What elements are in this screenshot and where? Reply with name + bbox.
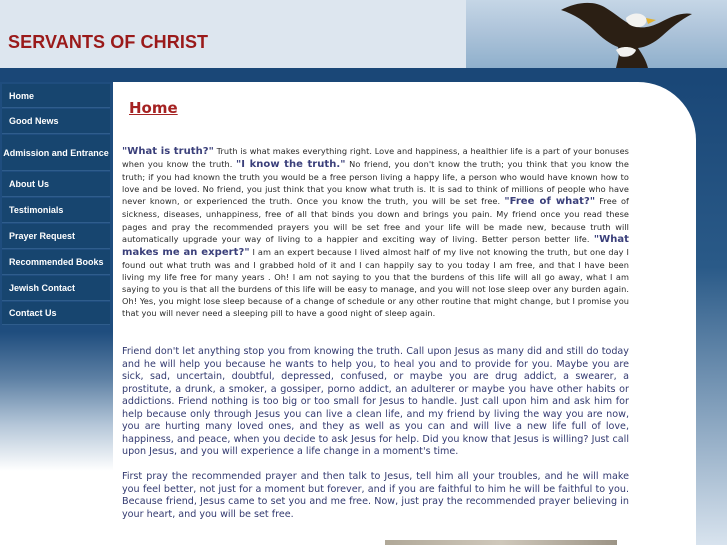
intro-paragraph — [122, 145, 629, 319]
site-title: SERVANTS OF CHRIST — [8, 32, 209, 52]
nav-item-recommended-books[interactable] — [2, 250, 110, 275]
nav-item-about-us[interactable] — [2, 172, 110, 197]
nav-label: Prayer Request — [9, 231, 76, 241]
nav-label: Jewish Contact — [9, 283, 76, 293]
nav-label: Recommended Books — [9, 257, 104, 267]
question-what-is-truth: "What is truth?" — [122, 146, 214, 157]
eagle-icon — [466, 0, 727, 68]
nav-label: Good News — [9, 116, 59, 126]
answer-text: I am an expert because I lived almost half of my live not knowing the truth, but one day I found out what truth was and I grabbed hold of it and I can happily say to you today I am free, and that I have been living my life free for many years . Oh! I am not saying to you that the burdens of this life will all go away, what I am saying to you is that all the burdens of this life will be easy to manage, and you will not lose sleep over any burden again. Oh! Yes, you might lose sleep because of a change of schedule or any other routine that might change, but I promise you that you will never need a sleeping pill to have a good night of sleep again. — [122, 246, 629, 319]
quote-i-know-the-truth: "I know the truth." — [236, 159, 346, 171]
bottom-image-strip — [385, 540, 617, 545]
body-paragraph: First pray the recommended prayer and then talk to Jesus, tell him all your troubles, and he will make you feel better, not just for a moment but forever, and if you are faithful to him he will be faithful to you. Because friend, Jesus came to set you and me free. Now, just pray the recommended prayer believing in your heart, and you will be set free. — [122, 471, 629, 520]
question-what-makes-me-an-expert: "What makes me an expert?" — [122, 233, 629, 258]
eagle-header-image — [466, 0, 727, 68]
nav-label: Home — [9, 90, 35, 101]
nav-item-admission-and-entrance[interactable] — [2, 135, 110, 171]
nav-item-jewish-contact[interactable] — [2, 276, 110, 301]
nav-item-good-news[interactable] — [2, 109, 110, 134]
nav-item-testimonials[interactable] — [2, 198, 110, 223]
nav-label: Admission and Entrance — [3, 147, 109, 158]
nav-label: About Us — [9, 179, 49, 189]
nav-item-home[interactable] — [2, 84, 110, 108]
nav-label: Testimonials — [9, 205, 64, 215]
body-paragraph: Friend don't let anything stop you from knowing the truth. Call upon Jesus as many did and still do today and he will help you because he wants to help you, to heal you and to provide for you. Maybe you are sick, sad, uncertain, doubtful, depressed, confused, or maybe you are drug addict, a swearer, a prostitute, a drunk, a smoker, a gossiper, porno addict, an adulterer or maybe you have other habits or addictions. Friend nothing is too big or too small for Jesus to handle. Just call upon him and ask him for help because only through Jesus you can live a clean life, and my friend by living the way you are now, you are hurting many loved ones, and they as well as you can and will live a new life full of love, happiness, and peace, when you decide to ask Jesus for help. Did you know that Jesus is willing? Just call upon Jesus, and you will experience a life change in a moment's time. — [122, 346, 629, 457]
question-free-of-what: "Free of what?" — [504, 196, 596, 208]
answer-text: No friend, you don't know the truth; you think that you know the truth; if you had known the truth you would be a free person living a happy life, a person who would have known how to love and be loved. No friend, you just think that you know what truth is. It is sad to think of millions of people who have never known, or experienced the truth. Once you know the truth, you will be set free. — [122, 159, 630, 207]
answer-text: Truth is what makes everything right. Love and happiness, a healthier life is a part of your bonuses when you know the truth. — [122, 146, 629, 170]
header-band — [0, 68, 727, 82]
header — [0, 0, 727, 68]
nav-item-contact-us[interactable] — [2, 302, 110, 325]
page-title: Home — [129, 99, 178, 117]
sidebar — [0, 82, 113, 545]
nav-item-prayer-request[interactable] — [2, 224, 110, 249]
answer-text: Free of sickness, diseases, unhappiness, free of all that binds you down and brings you pain. My friend once you read these pages and pray the recommended prayers you will be set free and your life will be made new, because truth will automatically upgrade your way of living to a happier and exciting way of living. Better person better life. — [122, 196, 629, 244]
nav-label: Contact Us — [9, 308, 57, 318]
